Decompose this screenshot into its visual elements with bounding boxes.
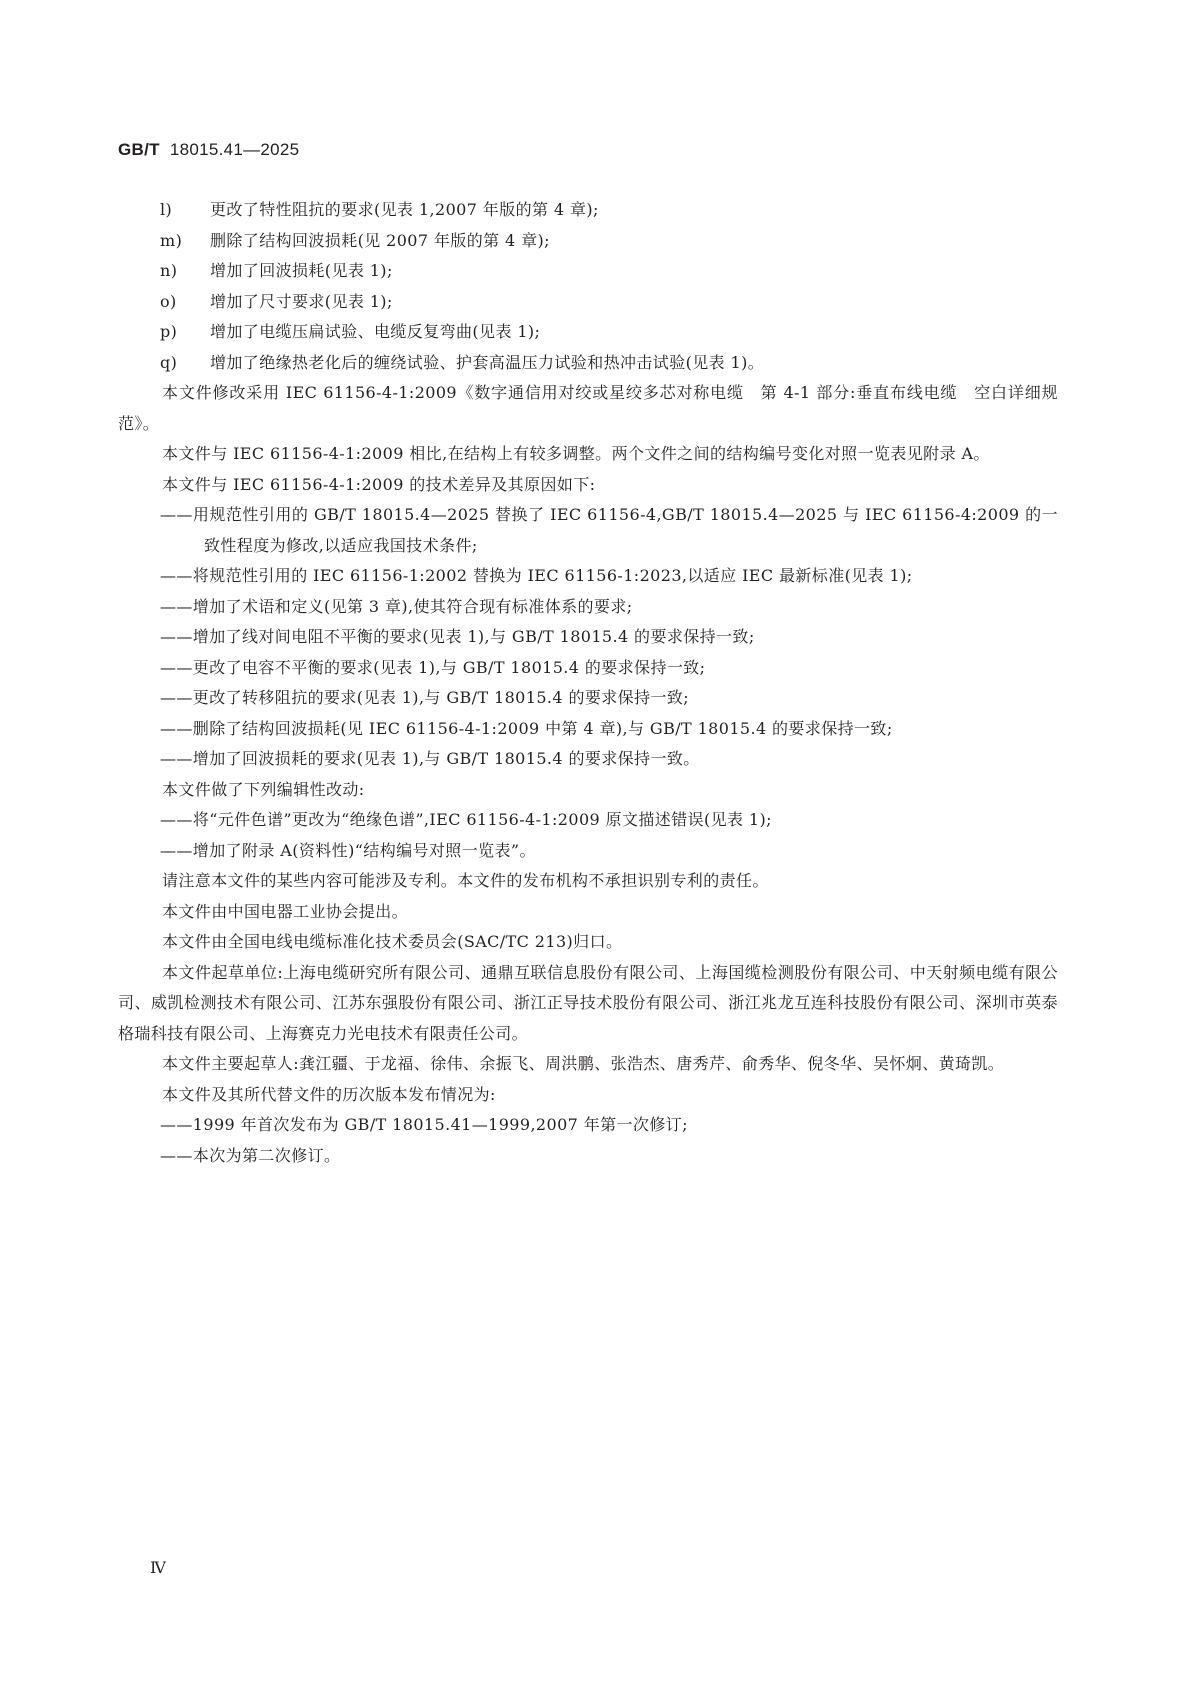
proposer-paragraph: 本文件由中国电器工业协会提出。: [162, 901, 409, 921]
list-text: 增加了尺寸要求(见表 1);: [210, 291, 393, 311]
page-number: Ⅳ: [150, 1558, 166, 1577]
dash-item: ——增加了回波损耗的要求(见表 1),与 GB/T 18015.4 的要求保持一致。: [160, 749, 700, 768]
document-body: [118, 195, 1058, 1171]
list-text: 删除了结构回波损耗(见 2007 年版的第 4 章);: [210, 230, 550, 250]
standard-code: GB/T: [118, 140, 160, 159]
standard-number: 18015.41—2025: [169, 140, 300, 159]
list-item: [118, 348, 1058, 379]
list-item: [118, 317, 1058, 348]
dash-item: ——删除了结构回波损耗(见 IEC 61156-4-1:2009 中第 4 章),与 GB/T 18015.4 的要求保持一致;: [160, 718, 893, 738]
adoption-paragraph: 本文件修改采用 IEC 61156-4-1:2009《数字通信用对绞或星绞多芯对称电缆 第 4-1 部分:垂直布线电缆 空白详细规范》。: [118, 383, 1058, 433]
list-item: [118, 195, 1058, 226]
dash-item: ——更改了转移阻抗的要求(见表 1),与 GB/T 18015.4 的要求保持一致;: [160, 688, 690, 707]
list-text: 更改了特性阻抗的要求(见表 1,2007 年版的第 4 章);: [210, 200, 599, 219]
dash-item: ——增加了术语和定义(见第 3 章),使其符合现有标准体系的要求;: [160, 596, 633, 616]
editorial-intro: 本文件做了下列编辑性改动:: [162, 779, 365, 799]
dash-item: ——将规范性引用的 IEC 61156-1:2002 替换为 IEC 61156-1:2023,以适应 IEC 最新标准(见表 1);: [160, 566, 913, 585]
dash-item: ——本次为第二次修订。: [160, 1145, 341, 1165]
list-marker: l): [160, 200, 173, 219]
list-item: [118, 287, 1058, 318]
dash-item: ——将“元件色谱”更改为“绝缘色谱”,IEC 61156-4-1:2009 原文描述错误(见表 1);: [160, 810, 772, 829]
list-item: [118, 226, 1058, 257]
patent-notice: 请注意本文件的某些内容可能涉及专利。本文件的发布机构不承担识别专利的责任。: [162, 871, 769, 890]
history-list: [118, 1110, 1058, 1171]
dash-item: ——1999 年首次发布为 GB/T 18015.41—1999,2007 年第一次修订;: [160, 1115, 688, 1134]
tech-diff-list: [118, 500, 1058, 775]
standard-header: [118, 140, 299, 160]
dash-item: ——增加了线对间电阻不平衡的要求(见表 1),与 GB/T 18015.4 的要求保持一致;: [160, 627, 755, 646]
centralizer-paragraph: 本文件由全国电线电缆标准化技术委员会(SAC/TC 213)归口。: [162, 932, 623, 951]
list-text: 增加了回波损耗(见表 1);: [210, 261, 393, 280]
dash-item: ——增加了附录 A(资料性)“结构编号对照一览表”。: [160, 840, 536, 860]
drafters-paragraph: 本文件主要起草人:龚江疆、于龙福、徐伟、余振飞、周洪鹏、张浩杰、唐秀芹、俞秀华、倪冬华、吴怀炯、黄琦凯。: [162, 1054, 1005, 1073]
list-item: [118, 256, 1058, 287]
list-marker: o): [160, 291, 177, 311]
list-marker: m): [160, 230, 183, 250]
drafting-units-paragraph: 本文件起草单位:上海电缆研究所有限公司、通鼎互联信息股份有限公司、上海国缆检测股份有限公司、中天射频电缆有限公司、威凯检测技术有限公司、江苏东强股份有限公司、浙江正导技术股份有限公司、浙江兆龙互连科技股份有限公司、深圳市英泰格瑞科技有限公司、上海赛克力光电技术有限责任公司。: [118, 962, 1058, 1043]
list-marker: p): [160, 322, 178, 341]
list-marker: q): [160, 352, 178, 372]
history-intro: 本文件及其所代替文件的历次版本发布情况为:: [162, 1084, 496, 1104]
dash-item: ——用规范性引用的 GB/T 18015.4—2025 替换了 IEC 61156-4,GB/T 18015.4—2025 与 IEC 61156-4:2009 的一致性程度为修改,以适应我国技术条件;: [160, 505, 1058, 555]
lettered-change-list: [118, 195, 1058, 378]
list-marker: n): [160, 261, 178, 280]
editorial-list: [118, 805, 1058, 866]
list-text: 增加了绝缘热老化后的缠绕试验、护套高温压力试验和热冲击试验(见表 1)。: [210, 352, 765, 372]
tech-diff-intro: 本文件与 IEC 61156-4-1:2009 的技术差异及其原因如下:: [162, 474, 596, 494]
structure-paragraph: 本文件与 IEC 61156-4-1:2009 相比,在结构上有较多调整。两个文件之间的结构编号变化对照一览表见附录 A。: [162, 444, 990, 463]
dash-item: ——更改了电容不平衡的要求(见表 1),与 GB/T 18015.4 的要求保持一致;: [160, 657, 706, 677]
list-text: 增加了电缆压扁试验、电缆反复弯曲(见表 1);: [210, 322, 541, 341]
